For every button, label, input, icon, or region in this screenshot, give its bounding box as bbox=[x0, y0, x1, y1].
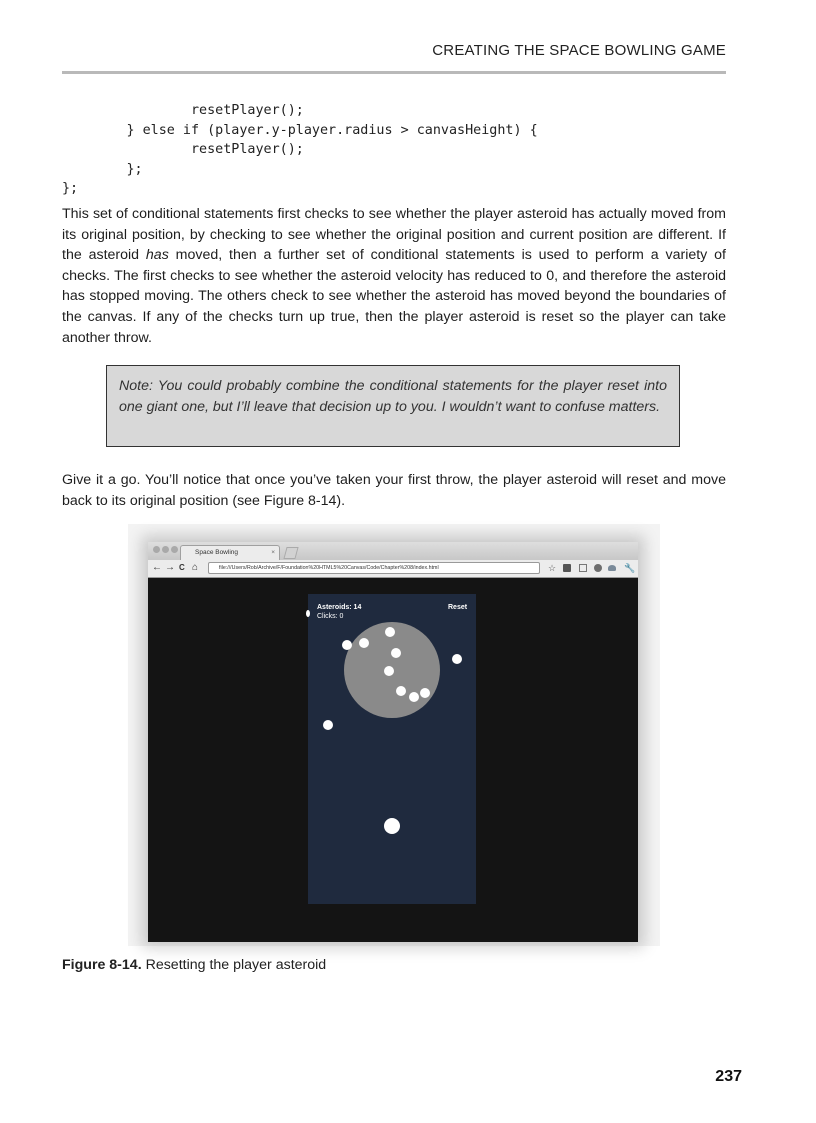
running-head: CREATING THE SPACE BOWLING GAME bbox=[432, 42, 726, 59]
bookmark-star-icon[interactable]: ☆ bbox=[548, 563, 557, 573]
para1-text-a: This set of conditional statements first checks to see whether the player asteroid has actually moved from its original position, by checking to see whether the original position and current position are different. If the asteroid bbox=[62, 206, 726, 264]
player-asteroid[interactable] bbox=[384, 818, 400, 834]
asteroid bbox=[323, 720, 333, 730]
code-line: resetPlayer(); bbox=[62, 103, 304, 118]
asteroid bbox=[452, 654, 462, 664]
code-line: resetPlayer(); bbox=[62, 142, 304, 157]
browser-toolbar bbox=[148, 560, 638, 578]
code-line: }; bbox=[62, 161, 143, 177]
asteroid bbox=[342, 640, 352, 650]
address-bar[interactable] bbox=[208, 562, 540, 574]
note-text: Note: You could probably combine the conditional statements for the player reset into one giant one, but I’ll leave that decision up to you. I wouldn’t want to confuse matters. bbox=[119, 378, 667, 415]
asteroid bbox=[359, 638, 369, 648]
figure-caption bbox=[62, 957, 326, 973]
game-canvas[interactable] bbox=[308, 594, 476, 904]
cloud-icon[interactable] bbox=[608, 565, 616, 571]
caption-text: Resetting the player asteroid bbox=[141, 957, 327, 973]
home-icon[interactable]: ⌂ bbox=[192, 562, 199, 573]
asteroid bbox=[384, 666, 394, 676]
para1-text-b: moved, then a further set of conditional statements is used to perform a variety of checks. The first checks to see whether the asteroid velocity has reduced to 0, and therefore the asteroid has stopped moving. The others check to see whether the asteroid has moved beyond the boundaries of the canvas. If any of the checks turn up true, then the player asteroid is reset so the player can take another throw. bbox=[62, 247, 726, 346]
forward-icon[interactable]: → bbox=[165, 562, 175, 573]
note-box bbox=[106, 365, 680, 447]
page-number: 237 bbox=[715, 1068, 742, 1085]
asteroid bbox=[306, 610, 310, 617]
new-tab-button[interactable] bbox=[283, 547, 298, 559]
reload-icon[interactable]: C bbox=[179, 563, 185, 572]
page-menu-icon[interactable] bbox=[563, 564, 571, 572]
globe-icon[interactable] bbox=[594, 564, 602, 572]
caption-label: Figure 8-14. bbox=[62, 957, 142, 973]
asteroid bbox=[385, 627, 395, 637]
code-listing bbox=[62, 101, 538, 199]
window-zoom-control[interactable] bbox=[171, 546, 178, 553]
asteroid bbox=[420, 688, 430, 698]
body-paragraph-1 bbox=[62, 204, 726, 348]
code-line: }; bbox=[62, 181, 79, 196]
asteroid bbox=[409, 692, 419, 702]
extension-icon[interactable] bbox=[579, 564, 587, 572]
window-close-control[interactable] bbox=[153, 546, 160, 553]
browser-tab[interactable] bbox=[180, 545, 280, 560]
window-minimize-control[interactable] bbox=[162, 546, 169, 553]
header-rule bbox=[62, 71, 726, 74]
clicks-count: Clicks: 0 bbox=[317, 613, 344, 620]
reset-button[interactable]: Reset bbox=[448, 604, 468, 611]
asteroid bbox=[396, 686, 406, 696]
wrench-icon[interactable]: 🔧 bbox=[624, 563, 636, 573]
para1-emphasis: has bbox=[145, 247, 169, 264]
code-line: } else if (player.y-player.radius > canvasHeight) { bbox=[62, 122, 538, 138]
tab-title: Space Bowling bbox=[195, 549, 238, 556]
figure-screenshot bbox=[128, 524, 660, 946]
browser-titlebar bbox=[148, 542, 638, 560]
body-paragraph-2: Give it a go. You’ll notice that once you’ve taken your first throw, the player asteroid will reset and move back to its original position (see Figure 8-14). bbox=[62, 472, 726, 509]
asteroid bbox=[391, 648, 401, 658]
tab-close-icon[interactable]: × bbox=[271, 549, 275, 556]
url-text: file:///Users/Rob/Archive/F/Foundation%20HTML5%20Canvas/Code/Chapter%208/index.html bbox=[219, 565, 439, 571]
asteroids-count: Asteroids: 14 bbox=[317, 604, 362, 611]
browser-window bbox=[148, 542, 638, 942]
back-icon[interactable]: ← bbox=[152, 562, 162, 573]
